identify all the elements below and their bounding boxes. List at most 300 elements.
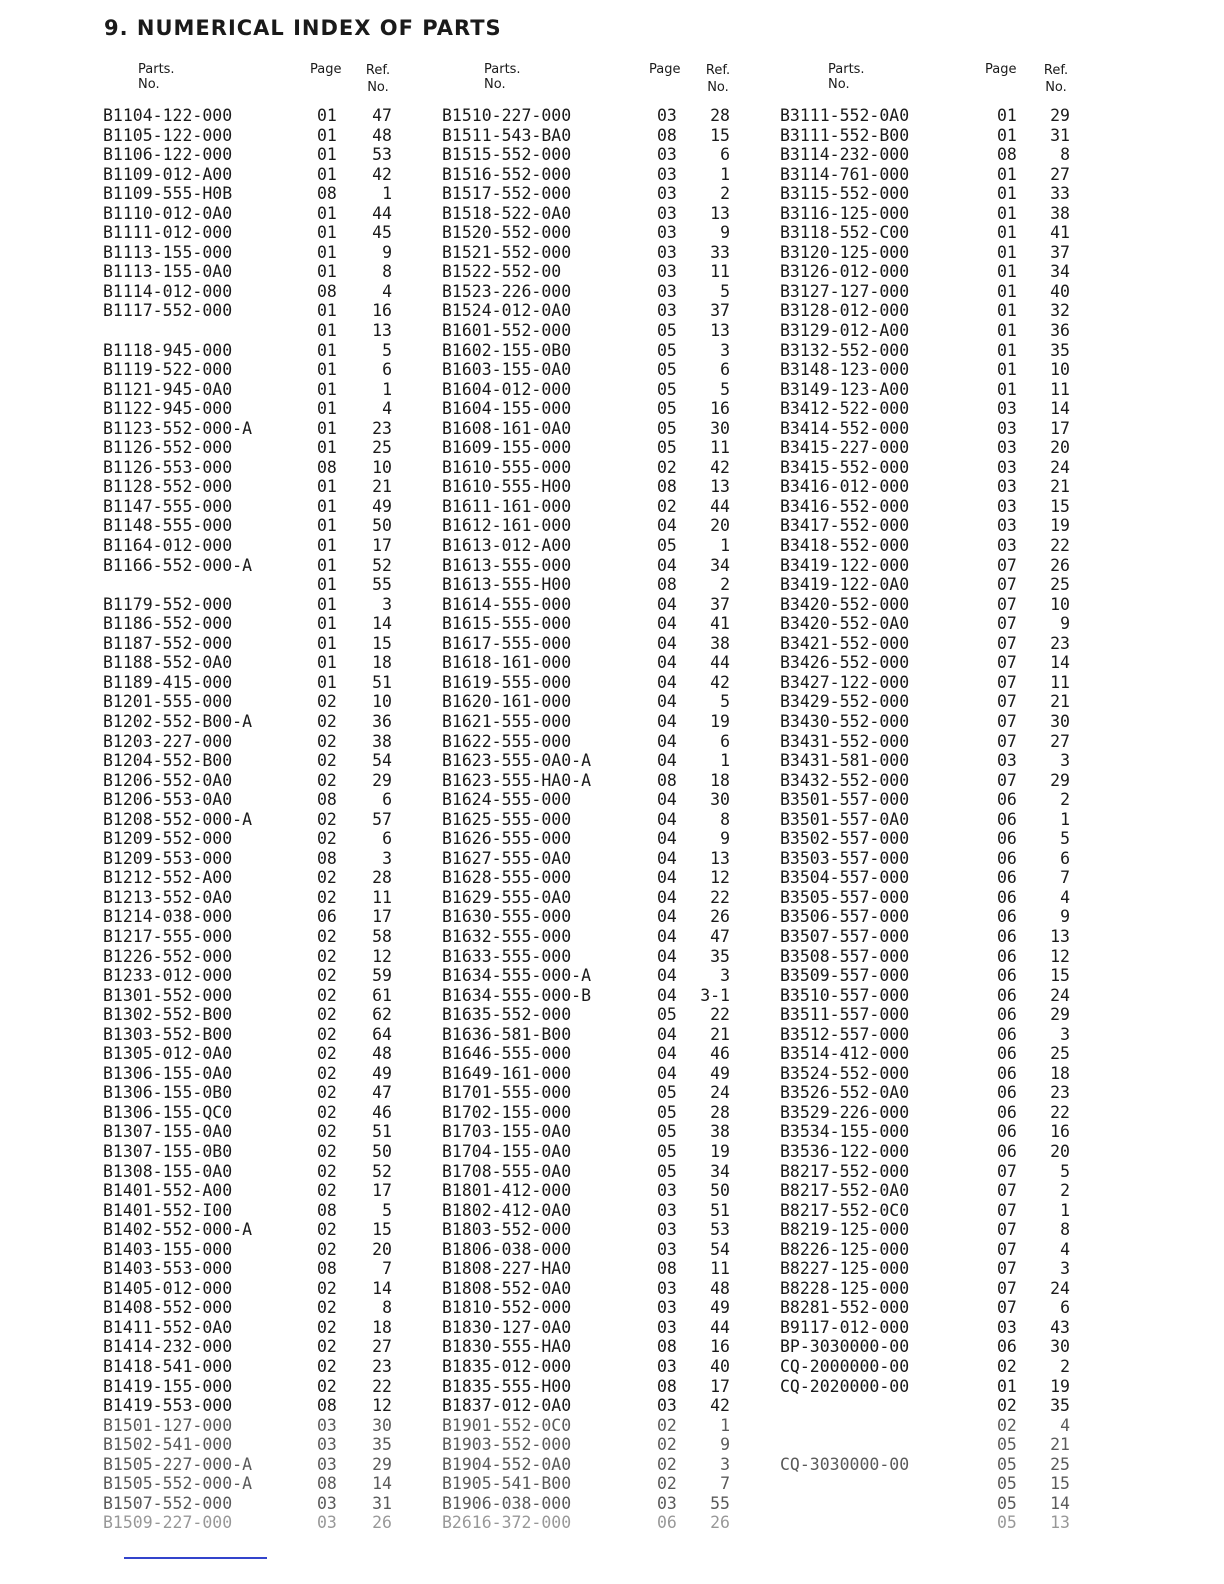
part-number: B3426-552-000 (780, 653, 910, 673)
page-number: 06 (997, 1102, 1017, 1122)
page-number: 05 (657, 438, 677, 458)
ref-number: 47 (372, 106, 392, 125)
page-number: 05 (657, 1083, 677, 1103)
ref-number: 1 (720, 536, 730, 556)
page-number: 01 (317, 301, 337, 321)
part-number: B1307-155-0B0 (103, 1141, 233, 1161)
ref-number: 14 (1050, 653, 1070, 673)
part-number: B1629-555-0A0 (442, 887, 572, 907)
part-number: B1509-227-000 (103, 1513, 233, 1533)
page-number: 01 (317, 418, 337, 438)
ref-number: 50 (372, 516, 392, 536)
page-number: 06 (997, 1005, 1017, 1025)
page-number: 02 (317, 868, 337, 888)
ref-number: 57 (372, 809, 392, 829)
ref-number: 8 (1060, 145, 1070, 165)
ref-number: 1 (720, 751, 730, 771)
part-number: B1613-555-H00 (442, 575, 572, 595)
part-number: B1613-012-A00 (442, 536, 572, 556)
ref-number: 2 (1060, 1181, 1070, 1201)
ref-number: 6 (720, 731, 730, 751)
part-number: B1306-155-QC0 (103, 1102, 233, 1122)
page-number: 03 (657, 1357, 677, 1376)
page-number: 03 (657, 1298, 677, 1318)
part-number: B1808-227-HA0 (442, 1259, 572, 1279)
ref-number: 19 (710, 1141, 730, 1161)
ref-number: 4 (1060, 1239, 1070, 1259)
ref-number: 20 (1050, 1141, 1070, 1161)
part-number: B3415-552-000 (780, 457, 910, 477)
ref-number: 3-1 (700, 985, 730, 1005)
part-number: B3431-552-000 (780, 731, 910, 751)
ref-number: 53 (710, 1220, 730, 1240)
part-number: B1187-552-000 (103, 633, 233, 653)
page-number: 06 (997, 1122, 1017, 1142)
ref-number: 1 (720, 164, 730, 184)
part-number: B3503-557-000 (780, 848, 910, 868)
part-number: B9117-012-000 (780, 1317, 910, 1337)
part-number: B3126-012-000 (780, 262, 910, 282)
page-number: 08 (317, 281, 337, 301)
part-number: B1630-555-000 (442, 907, 572, 927)
part-number: B3430-552-000 (780, 711, 910, 731)
part-number: B1126-553-000 (103, 457, 233, 477)
ref-number: 3 (720, 966, 730, 986)
ref-number: 4 (382, 281, 392, 301)
ref-number: 15 (372, 633, 392, 653)
part-number: B3429-552-000 (780, 692, 910, 712)
ref-number: 64 (372, 1024, 392, 1044)
page-number: 04 (657, 751, 677, 771)
ref-number: 44 (710, 1317, 730, 1337)
page-number: 04 (657, 711, 677, 731)
ref-number: 1 (382, 379, 392, 399)
part-number: B1113-155-0A0 (103, 262, 233, 282)
page-number: 01 (317, 203, 337, 223)
page-number: 02 (317, 1161, 337, 1181)
ref-number: 13 (1050, 926, 1070, 946)
page-number: 05 (657, 1122, 677, 1142)
ref-number: 55 (710, 1493, 730, 1513)
page-number: 02 (317, 1181, 337, 1201)
ref-number: 25 (1050, 1454, 1070, 1474)
part-number: B1217-555-000 (103, 926, 233, 946)
part-number: B1602-155-0B0 (442, 340, 572, 360)
page-number: 01 (317, 106, 337, 125)
page-number: 03 (657, 1200, 677, 1220)
part-number: CQ-2000000-00 (780, 1357, 910, 1376)
page-number: 04 (657, 946, 677, 966)
page-number: 01 (317, 477, 337, 497)
page-number: 05 (657, 1161, 677, 1181)
page-number: 03 (317, 1454, 337, 1474)
ref-number: 48 (372, 1044, 392, 1064)
page-number: 03 (997, 418, 1017, 438)
page-number: 08 (657, 477, 677, 497)
ref-number: 7 (720, 1474, 730, 1494)
ref-number: 13 (710, 203, 730, 223)
part-number: B3132-552-000 (780, 340, 910, 360)
part-number: BP-3030000-00 (780, 1337, 910, 1357)
ref-number: 12 (372, 1396, 392, 1416)
ref-number: 29 (1050, 1005, 1070, 1025)
header-ref-line2: No. (367, 80, 389, 95)
page-number: 03 (997, 477, 1017, 497)
page-number: 06 (997, 1063, 1017, 1083)
part-number: B8227-125-000 (780, 1259, 910, 1279)
part-number: B3115-552-000 (780, 184, 910, 204)
part-number: B3118-552-C00 (780, 223, 910, 243)
ref-number: 23 (372, 418, 392, 438)
ref-number: 23 (1050, 633, 1070, 653)
ref-number: 42 (710, 457, 730, 477)
part-number: B1118-945-000 (103, 340, 233, 360)
part-number: B8219-125-000 (780, 1220, 910, 1240)
page-number: 06 (997, 1141, 1017, 1161)
page-number: 02 (657, 1415, 677, 1435)
part-number: B3524-552-000 (780, 1063, 910, 1083)
page-number: 04 (657, 1063, 677, 1083)
part-number: B3416-012-000 (780, 477, 910, 497)
ref-number: 4 (1060, 1415, 1070, 1435)
part-number: B1610-555-000 (442, 457, 572, 477)
part-number: B1808-552-0A0 (442, 1278, 572, 1298)
page-number: 02 (317, 1239, 337, 1259)
page-number: 08 (657, 125, 677, 145)
part-number: B1510-227-000 (442, 106, 572, 125)
page-number: 08 (317, 1200, 337, 1220)
ref-number: 6 (1060, 848, 1070, 868)
page-number: 03 (657, 1220, 677, 1240)
ref-number: 22 (1050, 1102, 1070, 1122)
part-number: B1704-155-0A0 (442, 1141, 572, 1161)
part-number: B3526-552-0A0 (780, 1083, 910, 1103)
ref-number: 9 (720, 223, 730, 243)
part-number: B3536-122-000 (780, 1141, 910, 1161)
page-number: 03 (657, 203, 677, 223)
ref-number: 51 (372, 1122, 392, 1142)
page-number: 06 (997, 1044, 1017, 1064)
page-number: 03 (657, 1317, 677, 1337)
page-number: 01 (317, 653, 337, 673)
ref-number: 11 (710, 438, 730, 458)
ref-number: 54 (372, 751, 392, 771)
part-number: B1414-232-000 (103, 1337, 233, 1357)
page-number: 07 (997, 1278, 1017, 1298)
page-number: 08 (317, 790, 337, 810)
part-number: B3148-123-000 (780, 360, 910, 380)
part-number: B1622-555-000 (442, 731, 572, 751)
page-number: 02 (317, 731, 337, 751)
ref-number: 41 (1050, 223, 1070, 243)
part-number: CQ-3030000-00 (780, 1454, 910, 1474)
ref-number: 15 (372, 1220, 392, 1240)
ref-number: 9 (382, 242, 392, 262)
page-number: 01 (317, 223, 337, 243)
page-number: 01 (317, 575, 337, 595)
page-number: 08 (657, 770, 677, 790)
page-number: 05 (997, 1454, 1017, 1474)
page-number: 06 (997, 829, 1017, 849)
ref-number: 24 (1050, 985, 1070, 1005)
ref-number: 3 (720, 1454, 730, 1474)
page-number: 01 (317, 379, 337, 399)
part-number: B1617-555-000 (442, 633, 572, 653)
page-number: 02 (317, 1141, 337, 1161)
part-number: B1301-552-000 (103, 985, 233, 1005)
page-number: 01 (997, 106, 1017, 125)
ref-number: 28 (710, 1102, 730, 1122)
page-number: 03 (657, 1396, 677, 1416)
ref-number: 1 (1060, 809, 1070, 829)
part-number: B8281-552-000 (780, 1298, 910, 1318)
part-number: B1801-412-000 (442, 1181, 572, 1201)
header-ref-no (1036, 62, 1076, 96)
ref-number: 3 (720, 340, 730, 360)
part-number: B1419-553-000 (103, 1396, 233, 1416)
page-number: 01 (997, 379, 1017, 399)
page-number: 04 (657, 594, 677, 614)
page-number: 02 (317, 1357, 337, 1376)
ref-number: 17 (1050, 418, 1070, 438)
page-number: 02 (317, 985, 337, 1005)
page-number: 01 (997, 223, 1017, 243)
part-number: B1303-552-B00 (103, 1024, 233, 1044)
part-number: B1619-555-000 (442, 672, 572, 692)
part-number: B1518-522-0A0 (442, 203, 572, 223)
header-ref-line1: Ref. (705, 63, 731, 78)
ref-number: 53 (372, 145, 392, 165)
part-number: B1649-161-000 (442, 1063, 572, 1083)
part-number: B1609-155-000 (442, 438, 572, 458)
part-number: B3419-122-0A0 (780, 575, 910, 595)
page-number: 01 (997, 184, 1017, 204)
page-number: 03 (997, 536, 1017, 556)
ref-number: 28 (372, 868, 392, 888)
page-number: 06 (997, 966, 1017, 986)
page-number: 05 (657, 418, 677, 438)
part-number: B1302-552-B00 (103, 1005, 233, 1025)
part-number: B1520-552-000 (442, 223, 572, 243)
part-number: B1114-012-000 (103, 281, 233, 301)
part-number: B1516-552-000 (442, 164, 572, 184)
part-number: B3412-522-000 (780, 399, 910, 419)
page-number: 02 (997, 1415, 1017, 1435)
ref-number: 34 (1050, 262, 1070, 282)
ref-number: 19 (710, 711, 730, 731)
ref-number: 22 (1050, 536, 1070, 556)
part-number: B1517-552-000 (442, 184, 572, 204)
page-number: 03 (657, 164, 677, 184)
ref-number: 3 (382, 594, 392, 614)
page-number: 01 (317, 594, 337, 614)
page-number: 08 (317, 1259, 337, 1279)
ref-number: 3 (1060, 1259, 1070, 1279)
ref-number: 29 (1050, 770, 1070, 790)
ref-number: 28 (710, 106, 730, 125)
ref-number: 35 (1050, 1396, 1070, 1416)
page-number: 04 (657, 672, 677, 692)
ref-number: 14 (1050, 399, 1070, 419)
ref-number: 9 (720, 829, 730, 849)
page-number: 03 (997, 399, 1017, 419)
page-number: 08 (657, 1259, 677, 1279)
header-part-no: Parts. No. (484, 62, 521, 92)
part-number: B1110-012-0A0 (103, 203, 233, 223)
page-number: 03 (657, 1278, 677, 1298)
ref-number: 25 (1050, 575, 1070, 595)
header-page: Page (649, 62, 681, 77)
part-number: B1635-552-000 (442, 1005, 572, 1025)
ref-number: 48 (372, 125, 392, 145)
ref-number: 26 (1050, 555, 1070, 575)
part-number: B1634-555-000-B (442, 985, 592, 1005)
part-number: B1189-415-000 (103, 672, 233, 692)
part-number: B1802-412-0A0 (442, 1200, 572, 1220)
ref-number: 58 (372, 926, 392, 946)
part-number: B1104-122-000 (103, 106, 233, 125)
part-number: CQ-2020000-00 (780, 1376, 910, 1396)
page-number: 06 (997, 809, 1017, 829)
page-number: 07 (997, 1181, 1017, 1201)
page-number: 03 (997, 516, 1017, 536)
ref-number: 5 (1060, 1161, 1070, 1181)
ref-number: 5 (720, 379, 730, 399)
ref-number: 12 (1050, 946, 1070, 966)
part-number: B1147-555-000 (103, 496, 233, 516)
part-number: B2616-372-000 (442, 1513, 572, 1533)
ref-number: 33 (1050, 184, 1070, 204)
page-number: 03 (657, 1493, 677, 1513)
header-ref-no (358, 62, 398, 96)
part-number: B3432-552-000 (780, 770, 910, 790)
page-number: 02 (317, 1024, 337, 1044)
page-number: 05 (657, 1102, 677, 1122)
part-number: B1419-155-000 (103, 1376, 233, 1396)
page-number: 04 (657, 887, 677, 907)
part-number: B1615-555-000 (442, 614, 572, 634)
part-number: B1608-161-0A0 (442, 418, 572, 438)
part-number: B1633-555-000 (442, 946, 572, 966)
ref-number: 8 (1060, 1220, 1070, 1240)
part-number: B1226-552-000 (103, 946, 233, 966)
part-number: B3511-557-000 (780, 1005, 910, 1025)
ref-number: 19 (1050, 1376, 1070, 1396)
page-number: 08 (317, 184, 337, 204)
page-number: 07 (997, 711, 1017, 731)
part-number: B3504-557-000 (780, 868, 910, 888)
part-number: B1212-552-A00 (103, 868, 233, 888)
part-number: B3431-581-000 (780, 751, 910, 771)
part-number: B1305-012-0A0 (103, 1044, 233, 1064)
page-number: 01 (317, 242, 337, 262)
ref-number: 11 (710, 262, 730, 282)
header-part-no: Parts. No. (138, 62, 175, 92)
page-number: 03 (657, 262, 677, 282)
part-number: B3534-155-000 (780, 1122, 910, 1142)
ref-number: 38 (710, 633, 730, 653)
page-number: 03 (997, 457, 1017, 477)
header-ref-no (698, 62, 738, 96)
page-number: 05 (997, 1435, 1017, 1455)
part-number: B1511-543-BA0 (442, 125, 572, 145)
page-number: 04 (657, 516, 677, 536)
part-number: B1627-555-0A0 (442, 848, 572, 868)
part-number: B1505-552-000-A (103, 1474, 253, 1494)
page-number: 02 (317, 751, 337, 771)
part-number: B1505-227-000-A (103, 1454, 253, 1474)
ref-number: 9 (1060, 907, 1070, 927)
page-number: 07 (997, 672, 1017, 692)
part-number: B3509-557-000 (780, 966, 910, 986)
part-number: B1105-122-000 (103, 125, 233, 145)
page-number: 02 (317, 966, 337, 986)
ref-number: 7 (382, 1259, 392, 1279)
ref-number: 6 (382, 829, 392, 849)
part-number: B1208-552-000-A (103, 809, 253, 829)
part-number: B1901-552-0C0 (442, 1415, 572, 1435)
footer-rule (124, 1557, 267, 1559)
page-number: 01 (997, 164, 1017, 184)
part-number: B1623-555-HA0-A (442, 770, 592, 790)
part-number: B1636-581-B00 (442, 1024, 572, 1044)
ref-number: 42 (372, 164, 392, 184)
ref-number: 50 (372, 1141, 392, 1161)
page-number: 03 (657, 301, 677, 321)
part-number: B1837-012-0A0 (442, 1396, 572, 1416)
header-page: Page (310, 62, 342, 77)
page-number: 04 (657, 985, 677, 1005)
page-number: 03 (997, 1317, 1017, 1337)
part-number: B3501-557-000 (780, 790, 910, 810)
page-number: 01 (317, 516, 337, 536)
ref-number: 49 (372, 496, 392, 516)
ref-number: 1 (720, 1415, 730, 1435)
ref-number: 21 (710, 1024, 730, 1044)
page-number: 05 (997, 1493, 1017, 1513)
part-number: B1306-155-0A0 (103, 1063, 233, 1083)
ref-number: 62 (372, 1005, 392, 1025)
part-number: B1524-012-0A0 (442, 301, 572, 321)
ref-number: 16 (710, 399, 730, 419)
ref-number: 44 (710, 496, 730, 516)
page-number: 02 (657, 457, 677, 477)
ref-number: 29 (1050, 106, 1070, 125)
part-number: B1603-155-0A0 (442, 360, 572, 380)
page-number: 06 (997, 887, 1017, 907)
page-number: 03 (997, 751, 1017, 771)
part-number: B1401-552-I00 (103, 1200, 233, 1220)
ref-number: 27 (1050, 731, 1070, 751)
part-number: B1906-038-000 (442, 1493, 572, 1513)
ref-number: 38 (710, 1122, 730, 1142)
part-number: B1306-155-0B0 (103, 1083, 233, 1103)
page-number: 02 (657, 1454, 677, 1474)
part-number: B1613-555-000 (442, 555, 572, 575)
ref-number: 17 (372, 1181, 392, 1201)
ref-number: 10 (1050, 360, 1070, 380)
part-number: B3420-552-000 (780, 594, 910, 614)
ref-number: 37 (1050, 242, 1070, 262)
page-number: 02 (657, 1474, 677, 1494)
header-ref-line2: No. (1045, 80, 1067, 95)
ref-number: 37 (710, 301, 730, 321)
part-number: B3114-232-000 (780, 145, 910, 165)
ref-number: 3 (1060, 1024, 1070, 1044)
part-number: B1408-552-000 (103, 1298, 233, 1318)
ref-number: 24 (1050, 457, 1070, 477)
ref-number: 35 (1050, 340, 1070, 360)
